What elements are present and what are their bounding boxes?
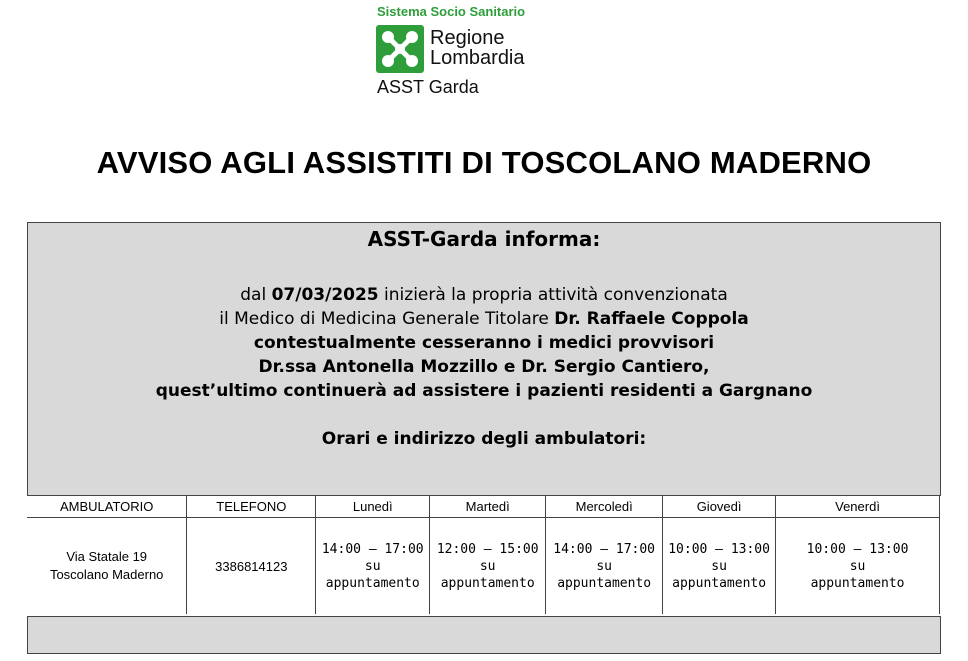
notice-line-1 [28,283,940,307]
slot-note: appuntamento [325,575,420,591]
logo-system-label: Sistema Socio Sanitario [377,4,526,19]
slot-note: su [849,558,866,574]
schedule-header-row [27,495,940,518]
notice-line-5-text: quest’ultimo continuerà ad assistere i pazienti residenti a Gargnano [155,381,813,401]
slot-note: su [364,558,381,574]
address-line-2: Toscolano Maderno [49,567,164,582]
slot-time: 10:00 – 13:00 [806,541,909,557]
slot-note: appuntamento [440,575,535,591]
table-row [27,518,940,615]
slot-mercoledi [546,518,663,615]
notice-line-4 [28,355,940,379]
slot-note: appuntamento [672,575,767,591]
slot-note: appuntamento [810,575,905,591]
notice-line-1-suffix: inizierà la propria attività convenzionata [378,285,728,305]
regione-lombardia-icon [376,25,424,73]
slot-time: 14:00 – 17:00 [321,541,424,557]
header-martedi: Martedì [430,495,546,518]
slot-note: su [596,558,612,574]
notice-box [27,222,941,496]
slot-venerdi [776,518,940,615]
notice-line-2 [28,307,940,331]
footer-bar [27,616,941,654]
notice-line-3-text: contestualmente cesseranno i medici provvisori [253,333,715,353]
notice-line-4-text: Dr.ssa Antonella Mozzillo e Dr. Sergio Cantiero, [258,357,710,377]
notice-line-5 [28,379,940,403]
notice-heading: ASST-Garda informa: [367,227,601,251]
header-giovedi: Giovedì [663,495,776,518]
notice-subheading: Orari e indirizzo degli ambulatori: [321,429,647,449]
slot-lunedi [316,518,430,615]
slot-note: appuntamento [557,575,652,591]
notice-line-1-prefix: dal [240,285,272,305]
address-line-1: Via Statale 19 [66,549,148,564]
slot-time: 14:00 – 17:00 [553,541,656,557]
header-lunedi: Lunedì [316,495,430,518]
header-mercoledi: Mercoledì [546,495,663,518]
notice-start-date: 07/03/2025 [271,285,379,305]
slot-giovedi [663,518,776,615]
notice-line-3 [28,331,940,355]
slot-note: su [711,558,727,574]
logo-region-line2: Lombardia [430,47,525,69]
header-ambulatorio: AMBULATORIO [27,495,187,518]
notice-doctor-name: Dr. Raffaele Coppola [554,309,749,329]
slot-martedi [430,518,546,615]
asst-garda-logo [376,3,546,98]
schedule-table [27,495,940,614]
clinic-address [27,518,187,615]
slot-time: 12:00 – 15:00 [436,541,539,557]
header-venerdi: Venerdì [776,495,940,518]
logo-region-line1: Regione [430,27,505,49]
notice-line-2-prefix: il Medico di Medicina Generale Titolare [219,309,555,329]
notice-body [28,283,940,403]
page-title: AVVISO AGLI ASSISTITI DI TOSCOLANO MADERNO [96,145,872,180]
logo-asst-label: ASST Garda [377,77,479,97]
header-telefono: TELEFONO [187,495,316,518]
slot-time: 10:00 – 13:00 [668,541,770,557]
clinic-phone: 3386814123 [187,518,316,615]
slot-note: su [479,558,496,574]
